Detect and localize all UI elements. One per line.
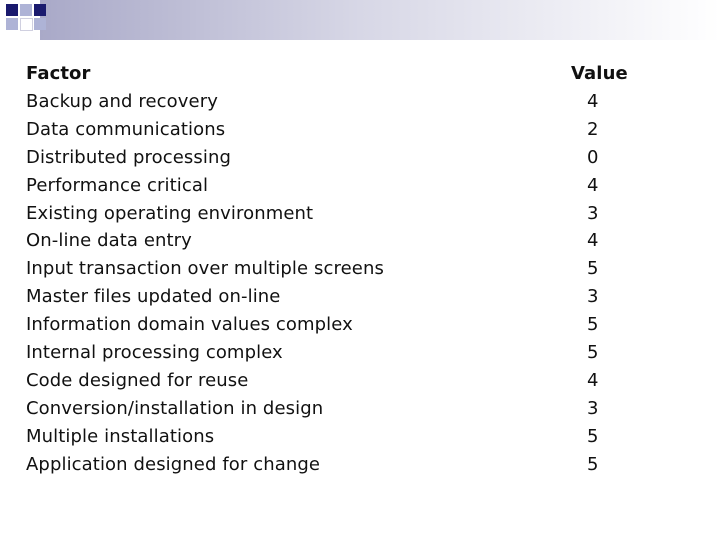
decorative-square [6, 18, 18, 30]
value-cell: 4 [587, 174, 599, 196]
factor-cell: Backup and recovery [26, 90, 218, 112]
slide-header-bar [0, 0, 720, 40]
value-cell: 2 [587, 118, 599, 140]
decorative-square [20, 4, 32, 16]
factor-cell: Multiple installations [26, 425, 215, 447]
value-cell: 5 [587, 342, 599, 364]
factor-cell: Distributed processing [26, 146, 232, 168]
decorative-square [34, 4, 46, 16]
value-column-header: Value [571, 63, 628, 84]
value-cell: 3 [587, 286, 599, 308]
table-row [22, 227, 642, 255]
factor-cell: Code designed for reuse [26, 369, 249, 391]
table-header-row [22, 60, 642, 88]
table-row [22, 283, 642, 311]
table-row [22, 367, 642, 395]
value-cell: 0 [587, 146, 599, 168]
factor-cell: Conversion/installation in design [26, 397, 324, 419]
table-row [22, 200, 642, 228]
factor-value-table [22, 60, 642, 479]
value-cell: 5 [587, 425, 599, 447]
value-cell: 5 [587, 314, 599, 336]
factor-cell: Internal processing complex [26, 342, 283, 364]
factor-cell: Performance critical [26, 174, 209, 196]
table-row [22, 255, 642, 283]
value-cell: 4 [587, 230, 599, 252]
value-cell: 5 [587, 258, 599, 280]
factor-cell: Application designed for change [26, 453, 321, 475]
value-cell: 4 [587, 90, 599, 112]
table-row [22, 423, 642, 451]
factor-cell: Input transaction over multiple screens [26, 258, 384, 280]
value-cell: 4 [587, 369, 599, 391]
factor-cell: Data communications [26, 118, 226, 140]
table-row [22, 339, 642, 367]
table-row [22, 116, 642, 144]
table-row [22, 172, 642, 200]
table-row [22, 311, 642, 339]
decorative-square [6, 4, 18, 16]
factor-cell: Master files updated on-line [26, 286, 281, 308]
table-row [22, 144, 642, 172]
value-cell: 3 [587, 202, 599, 224]
decorative-square [20, 18, 33, 31]
factor-column-header: Factor [26, 63, 91, 84]
factor-cell: Information domain values complex [26, 314, 353, 336]
decorative-square [34, 18, 46, 30]
table-row [22, 88, 642, 116]
factor-cell: On-line data entry [26, 230, 192, 252]
factor-cell: Existing operating environment [26, 202, 314, 224]
value-cell: 3 [587, 397, 599, 419]
table-row [22, 451, 642, 479]
table-row [22, 395, 642, 423]
value-cell: 5 [587, 453, 599, 475]
